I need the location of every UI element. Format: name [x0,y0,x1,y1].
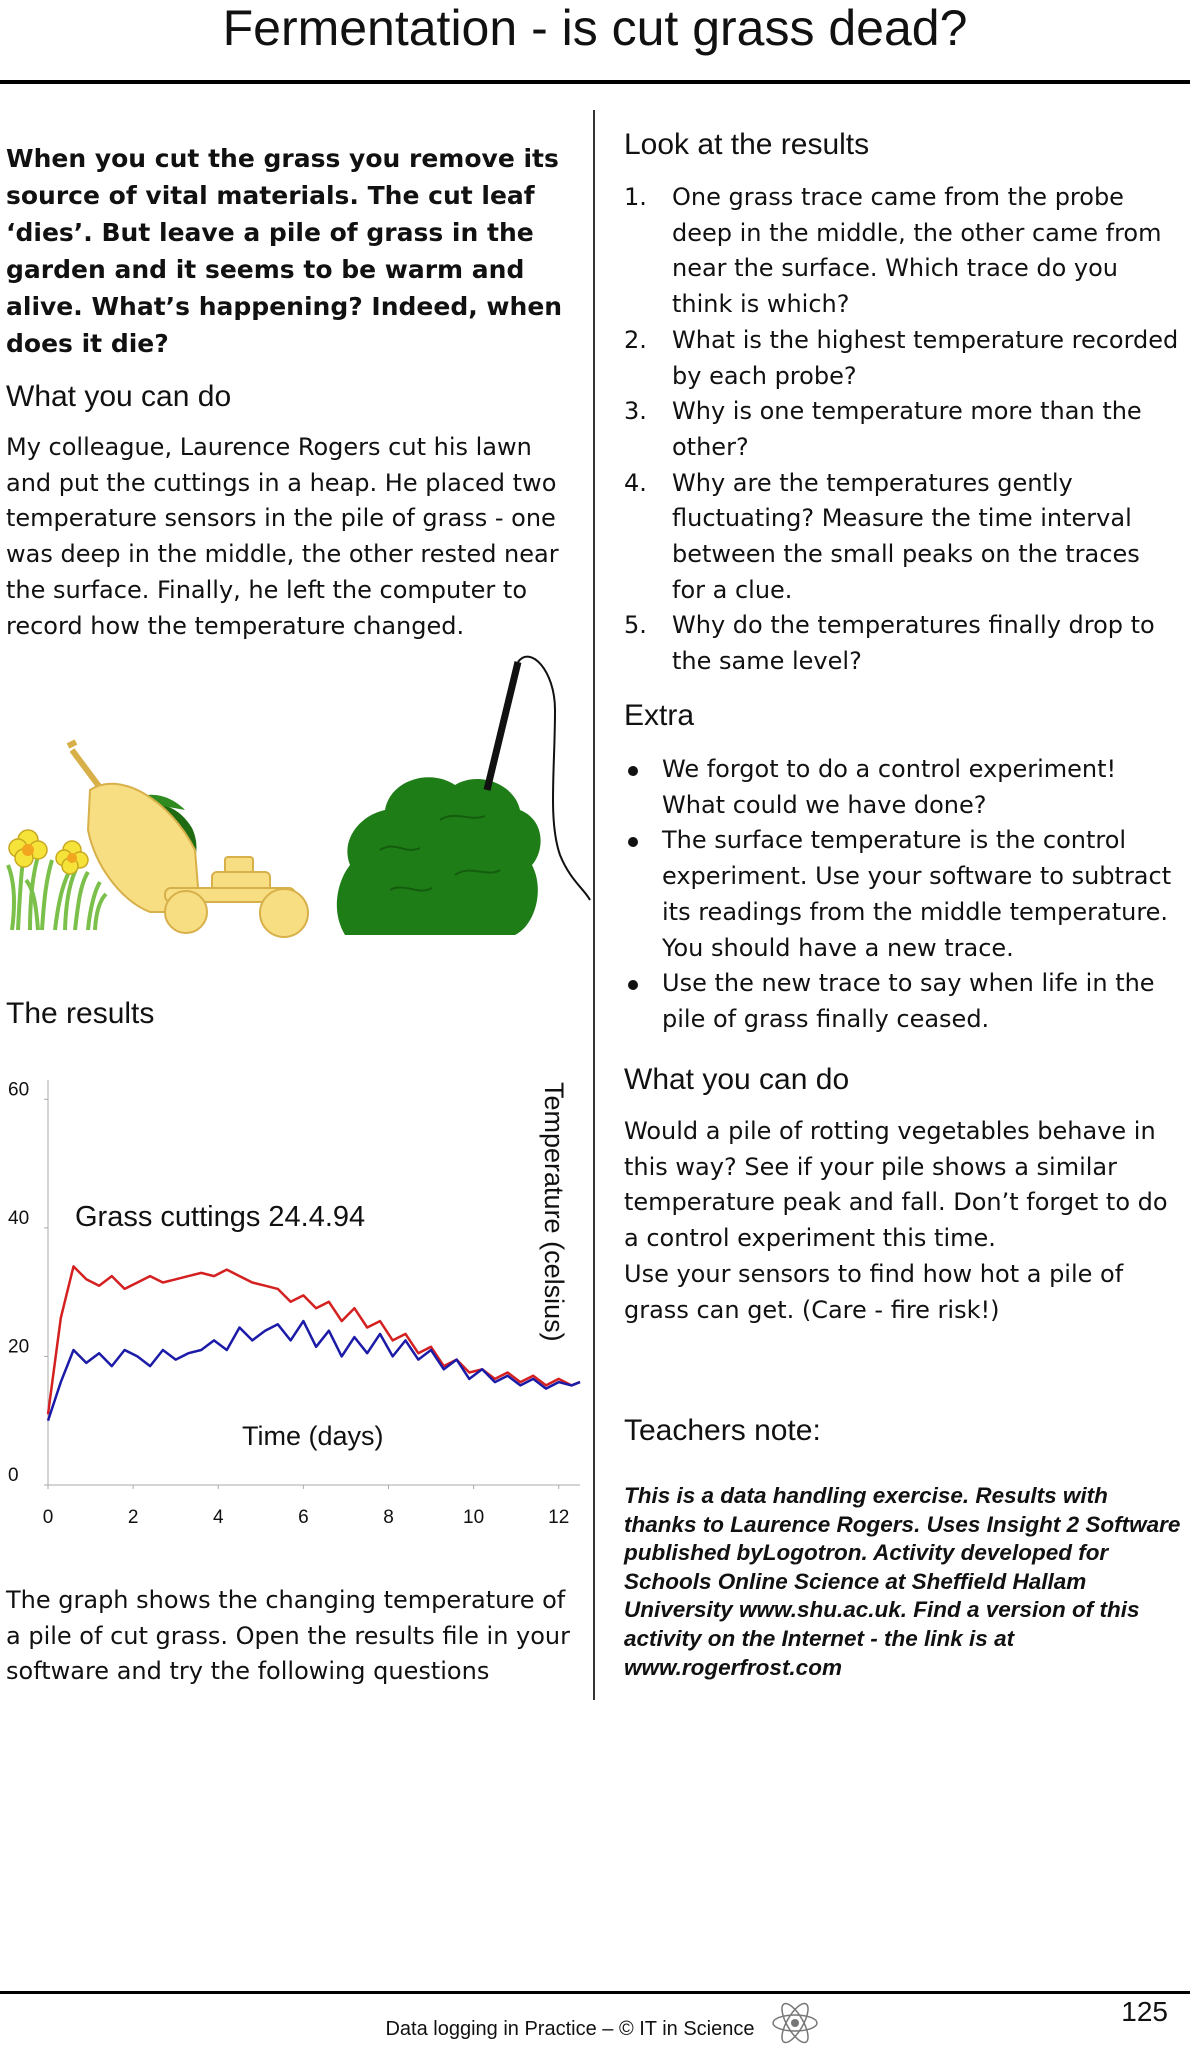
question-text: Why are the temperatures gently fluctuating? Measure the time interval between the small peaks on the traces for a clue. [672,468,1140,604]
list-item [624,608,1179,679]
atom-logo-icon [770,1998,820,2048]
question-number: 2. [624,325,647,354]
questions-list [624,180,1179,680]
mower-and-grass-pile-illustration [0,650,595,950]
question-text: Why is one temperature more than the other? [672,397,1142,461]
list-item: We forgot to do a control experiment! What could we have done? [624,752,1179,823]
x-tick-label: 8 [383,1507,394,1528]
what-you-can-do-heading: What you can do [6,380,232,413]
question-number: 5. [624,611,647,640]
y-tick-label: 60 [8,1079,30,1101]
question-text: What is the highest temperature recorded by each probe? [672,325,1179,390]
graph-caption: The graph shows the changing temperature of a pile of cut grass. Open the results file in your software and try the following questions [6,1586,571,1686]
x-tick-label: 10 [463,1507,485,1528]
question-number: 1. [624,183,647,211]
list-item: Use the new trace to say when life in the pile of grass finally ceased. [624,966,1179,1037]
extra-list [624,752,1179,1038]
question-text: Why do the temperatures finally drop to the same level? [672,611,1155,676]
x-tick-label: 2 [127,1507,139,1528]
list-item [624,466,1179,609]
what-you-can-do-text-2: Use your sensors to find how hot a pile of grass can get. (Care - fire risk!) [624,1259,1124,1324]
temperature-chart [0,1070,595,1540]
list-item: The surface temperature is the control experiment. Use your software to subtract its readings from the middle temperature. You should have a new trace. [624,823,1179,966]
footer-text: Data logging in Practice – © IT in Science [385,2018,755,2040]
list-item [624,323,1179,394]
page-number: 125 [1121,1996,1168,2027]
teachers-note-text: This is a data handling exercise. Results with thanks to Laurence Rogers. Uses Insight 2 Software published byLogotron. Activity developed for Schools Online Science at Sheffield Hallam University www.shu.ac.uk. Find a version of this activity on the Internet - the link is at www.rogerfrost.com [624,1483,1181,1680]
list-item [624,180,1179,323]
y-tick-label: 0 [8,1465,19,1486]
teachers-note-heading: Teachers note: [624,1414,821,1447]
chart-y-label: Temperature (celsius) [539,1082,569,1342]
lawn-mower-icon [68,742,308,937]
chart-title: Grass cuttings 24.4.94 [75,1201,366,1233]
grass-pile-icon [337,777,541,935]
y-tick-label: 40 [8,1207,30,1229]
look-at-results-heading: Look at the results [624,128,870,161]
question-number: 4. [624,468,647,497]
page-title: Fermentation - is cut grass dead? [222,0,968,56]
question-text: One grass trace came from the probe deep in the middle, the other came from near the surface. Which trace do you think is which? [672,183,1162,319]
y-tick-label: 20 [8,1336,30,1358]
x-tick-label: 4 [212,1507,224,1528]
chart-x-label: Time (days) [242,1421,384,1451]
x-tick-label: 12 [548,1507,570,1528]
footer-divider [0,1991,1190,1994]
title-divider [0,80,1190,84]
what-you-can-do-paragraph-2 [624,1114,1184,1328]
what-you-can-do-paragraph: My colleague, Laurence Rogers cut his lawn and put the cuttings in a heap. He placed two temperature sensors in the pile of grass - one was deep in the middle, the other rested near the surface. Finally, he left the computer to record how the temperature changed. [6,433,559,640]
extra-heading: Extra [624,699,695,732]
intro-paragraph: When you cut the grass you remove its source of vital materials. The cut leaf ‘dies’. But leave a pile of grass in the garden and it seems to be warm and alive. What’s happening? Indeed, when does it die? [6,144,563,358]
what-you-can-do-heading-2: What you can do [624,1063,850,1096]
what-you-can-do-text-1: Would a pile of rotting vegetables behave in this way? See if your pile shows a similar temperature peak and fall. Don’t forget to do a control experiment this time. [624,1117,1168,1253]
question-number: 3. [624,397,647,426]
x-tick-label: 6 [298,1507,309,1528]
series-line-surface [48,1321,580,1421]
list-item [624,394,1179,465]
results-heading: The results [6,997,155,1030]
x-tick-label: 0 [42,1507,54,1528]
